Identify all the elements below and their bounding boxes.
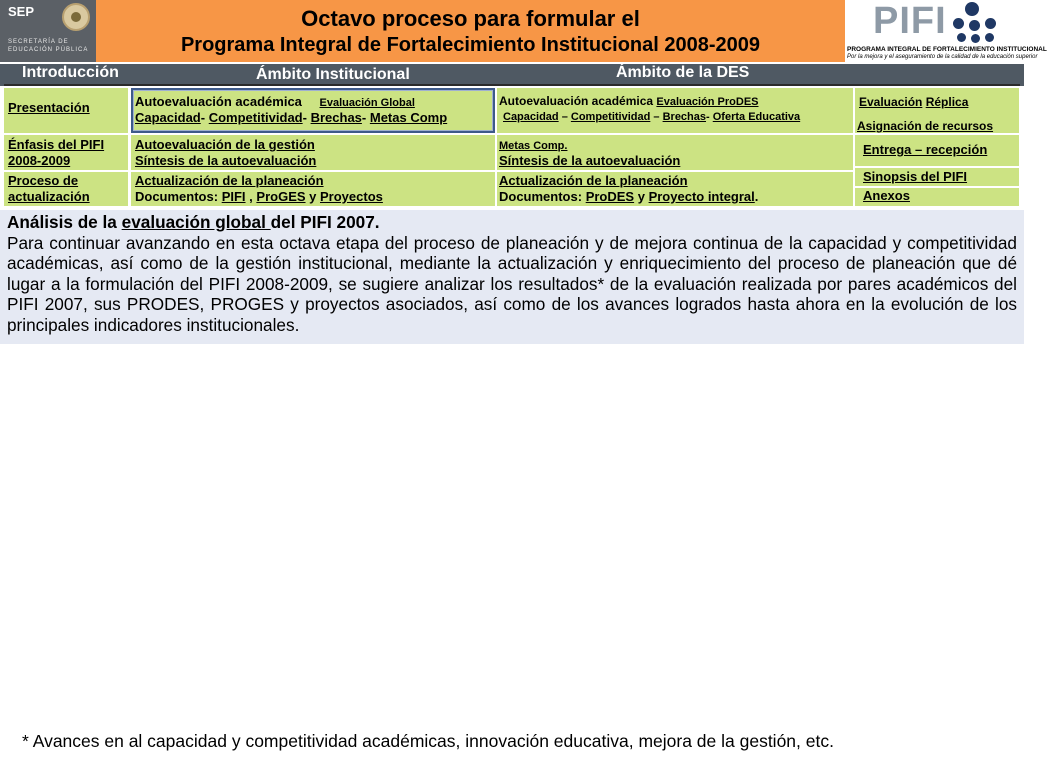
link-inst-competitividad[interactable]: Competitividad <box>208 110 303 125</box>
cell-inst-gestion <box>131 135 495 170</box>
cell-inst-actualizacion: Actualización de la planeación Documentos: PIFI , ProGES y Proyectos <box>131 172 495 206</box>
sep-logo <box>0 0 96 62</box>
link-evaluacion-global[interactable]: Evaluación Global <box>319 97 415 109</box>
link-prodes[interactable]: ProDES <box>585 189 635 204</box>
pifi-dot-icon <box>969 20 980 31</box>
link-inst-capacidad[interactable]: Capacidad <box>135 110 201 125</box>
pifi-dot-icon <box>957 33 966 42</box>
link-proges[interactable]: ProGES <box>256 189 306 204</box>
cell-presentacion <box>4 88 128 133</box>
cell-evaluacion-replica <box>855 88 1019 133</box>
pifi-logo-text: PIFI <box>873 0 947 42</box>
cell-anexos <box>855 188 1019 206</box>
label-des-autoevaluacion: Autoevaluación académica <box>499 94 654 108</box>
page-title <box>96 0 845 62</box>
pifi-caption: PROGRAMA INTEGRAL DE FORTALECIMIENTO INSTITUCIONAL <box>847 46 1047 53</box>
cell-enfasis <box>4 135 128 170</box>
link-anexos[interactable]: Anexos <box>863 188 910 203</box>
link-des-oferta[interactable]: Oferta Educativa <box>712 111 801 123</box>
link-des-metas[interactable]: Metas Comp. <box>499 140 568 152</box>
nav-introduccion[interactable]: Introducción <box>22 64 119 81</box>
link-des-capacidad[interactable]: Capacidad <box>503 111 559 123</box>
link-enfasis[interactable]: Énfasis del PIFI 2008-2009 <box>8 137 105 168</box>
link-evaluacion-prodes[interactable]: Evaluación ProDES <box>656 96 759 108</box>
title-line1: Octavo proceso para formular el <box>301 6 640 31</box>
pifi-logo <box>845 0 1047 64</box>
link-asignacion-recursos[interactable]: Asignación de recursos <box>857 119 994 133</box>
link-proceso-actualizacion[interactable]: Proceso de actualización <box>8 173 90 204</box>
content-heading: Análisis de la evaluación global del PIFI 2007. <box>7 212 380 232</box>
link-inst-actualizacion[interactable]: Actualización de la planeación <box>135 173 324 188</box>
pifi-dot-icon <box>971 34 980 43</box>
link-des-actualizacion[interactable]: Actualización de la planeación <box>499 173 688 188</box>
link-des-brechas[interactable]: Brechas <box>662 111 707 123</box>
pifi-dot-icon <box>953 18 964 29</box>
cell-sinopsis <box>855 168 1019 186</box>
selection-highlight <box>131 88 495 133</box>
link-replica[interactable]: Réplica <box>925 95 969 109</box>
sep-label: SEP <box>8 4 35 19</box>
cell-des-autoevaluacion: Autoevaluación académica Evaluación ProDES Capacidad – Competitividad – Brechas- Oferta Educativa <box>497 88 853 133</box>
cell-inst-autoevaluacion: Autoevaluación académica Evaluación Global Capacidad- Competitividad- Brechas- Metas Comp <box>131 88 495 133</box>
mexico-seal-icon <box>62 3 90 31</box>
link-proyecto-integral[interactable]: Proyecto integral <box>648 189 755 204</box>
link-proyectos[interactable]: Proyectos <box>320 189 383 204</box>
sep-subtitle: SECRETARÍA DE EDUCACIÓN PÚBLICA <box>8 39 89 53</box>
cell-des-actualizacion: Actualización de la planeación Documentos: ProDES y Proyecto integral. <box>497 172 853 206</box>
pifi-dot-icon <box>965 2 979 16</box>
cell-entrega <box>855 135 1019 166</box>
nav-ambito-des[interactable]: Ámbito de la DES <box>616 64 750 81</box>
cell-proceso <box>4 172 128 206</box>
link-sinopsis[interactable]: Sinopsis del PIFI <box>863 169 968 184</box>
link-autoevaluacion-gestion[interactable]: Autoevaluación de la gestión <box>135 137 315 152</box>
link-entrega-recepcion[interactable]: Entrega – recepción <box>863 142 988 157</box>
label-inst-autoevaluacion: Autoevaluación académica <box>135 94 302 109</box>
link-evaluacion[interactable]: Evaluación <box>859 95 923 109</box>
pifi-dot-icon <box>985 33 994 42</box>
pifi-dot-icon <box>985 18 996 29</box>
pifi-subcaption: Por la mejora y el aseguramiento de la calidad de la educación superior <box>847 54 1038 60</box>
link-inst-sintesis[interactable]: Síntesis de la autoevaluación <box>135 153 317 168</box>
content-panel <box>0 210 1024 344</box>
link-inst-metas[interactable]: Metas Comp <box>369 110 448 125</box>
content-body: Para continuar avanzando en esta octava etapa del proceso de planeación y de mejora continua de la capacidad y competitividad académicas, así como de la gestión institucional, mediante la actualización y enriquecimiento del proceso de planeación que dé lugar a la formulación del PIFI 2008-2009, se sugiere analizar los resultados* de la evaluación realizada por pares académicos del PIFI 2007, sus PRODES, PROGES y proyectos asociados, así como de los avances logrados hasta ahora en la evolución de los principales indicadores institucionales. <box>7 232 1017 335</box>
title-line2: Programa Integral de Fortalecimiento Institucional 2008-2009 <box>180 34 761 56</box>
link-inst-brechas[interactable]: Brechas <box>310 110 362 125</box>
link-evaluacion-global-text[interactable]: evaluación global <box>121 212 271 232</box>
footnote: * Avances en al capacidad y competitividad académicas, innovación educativa, mejora de la gestión, etc. <box>22 731 834 751</box>
link-pifi[interactable]: PIFI <box>221 189 246 204</box>
nav-ambito-institucional[interactable]: Ámbito Institucional <box>256 66 410 83</box>
nav-bar <box>0 64 1024 86</box>
cell-des-metas <box>497 135 853 170</box>
link-des-competitividad[interactable]: Competitividad <box>570 111 651 123</box>
link-des-sintesis[interactable]: Síntesis de la autoevaluación <box>499 153 681 168</box>
link-presentacion[interactable]: Presentación <box>8 100 90 115</box>
